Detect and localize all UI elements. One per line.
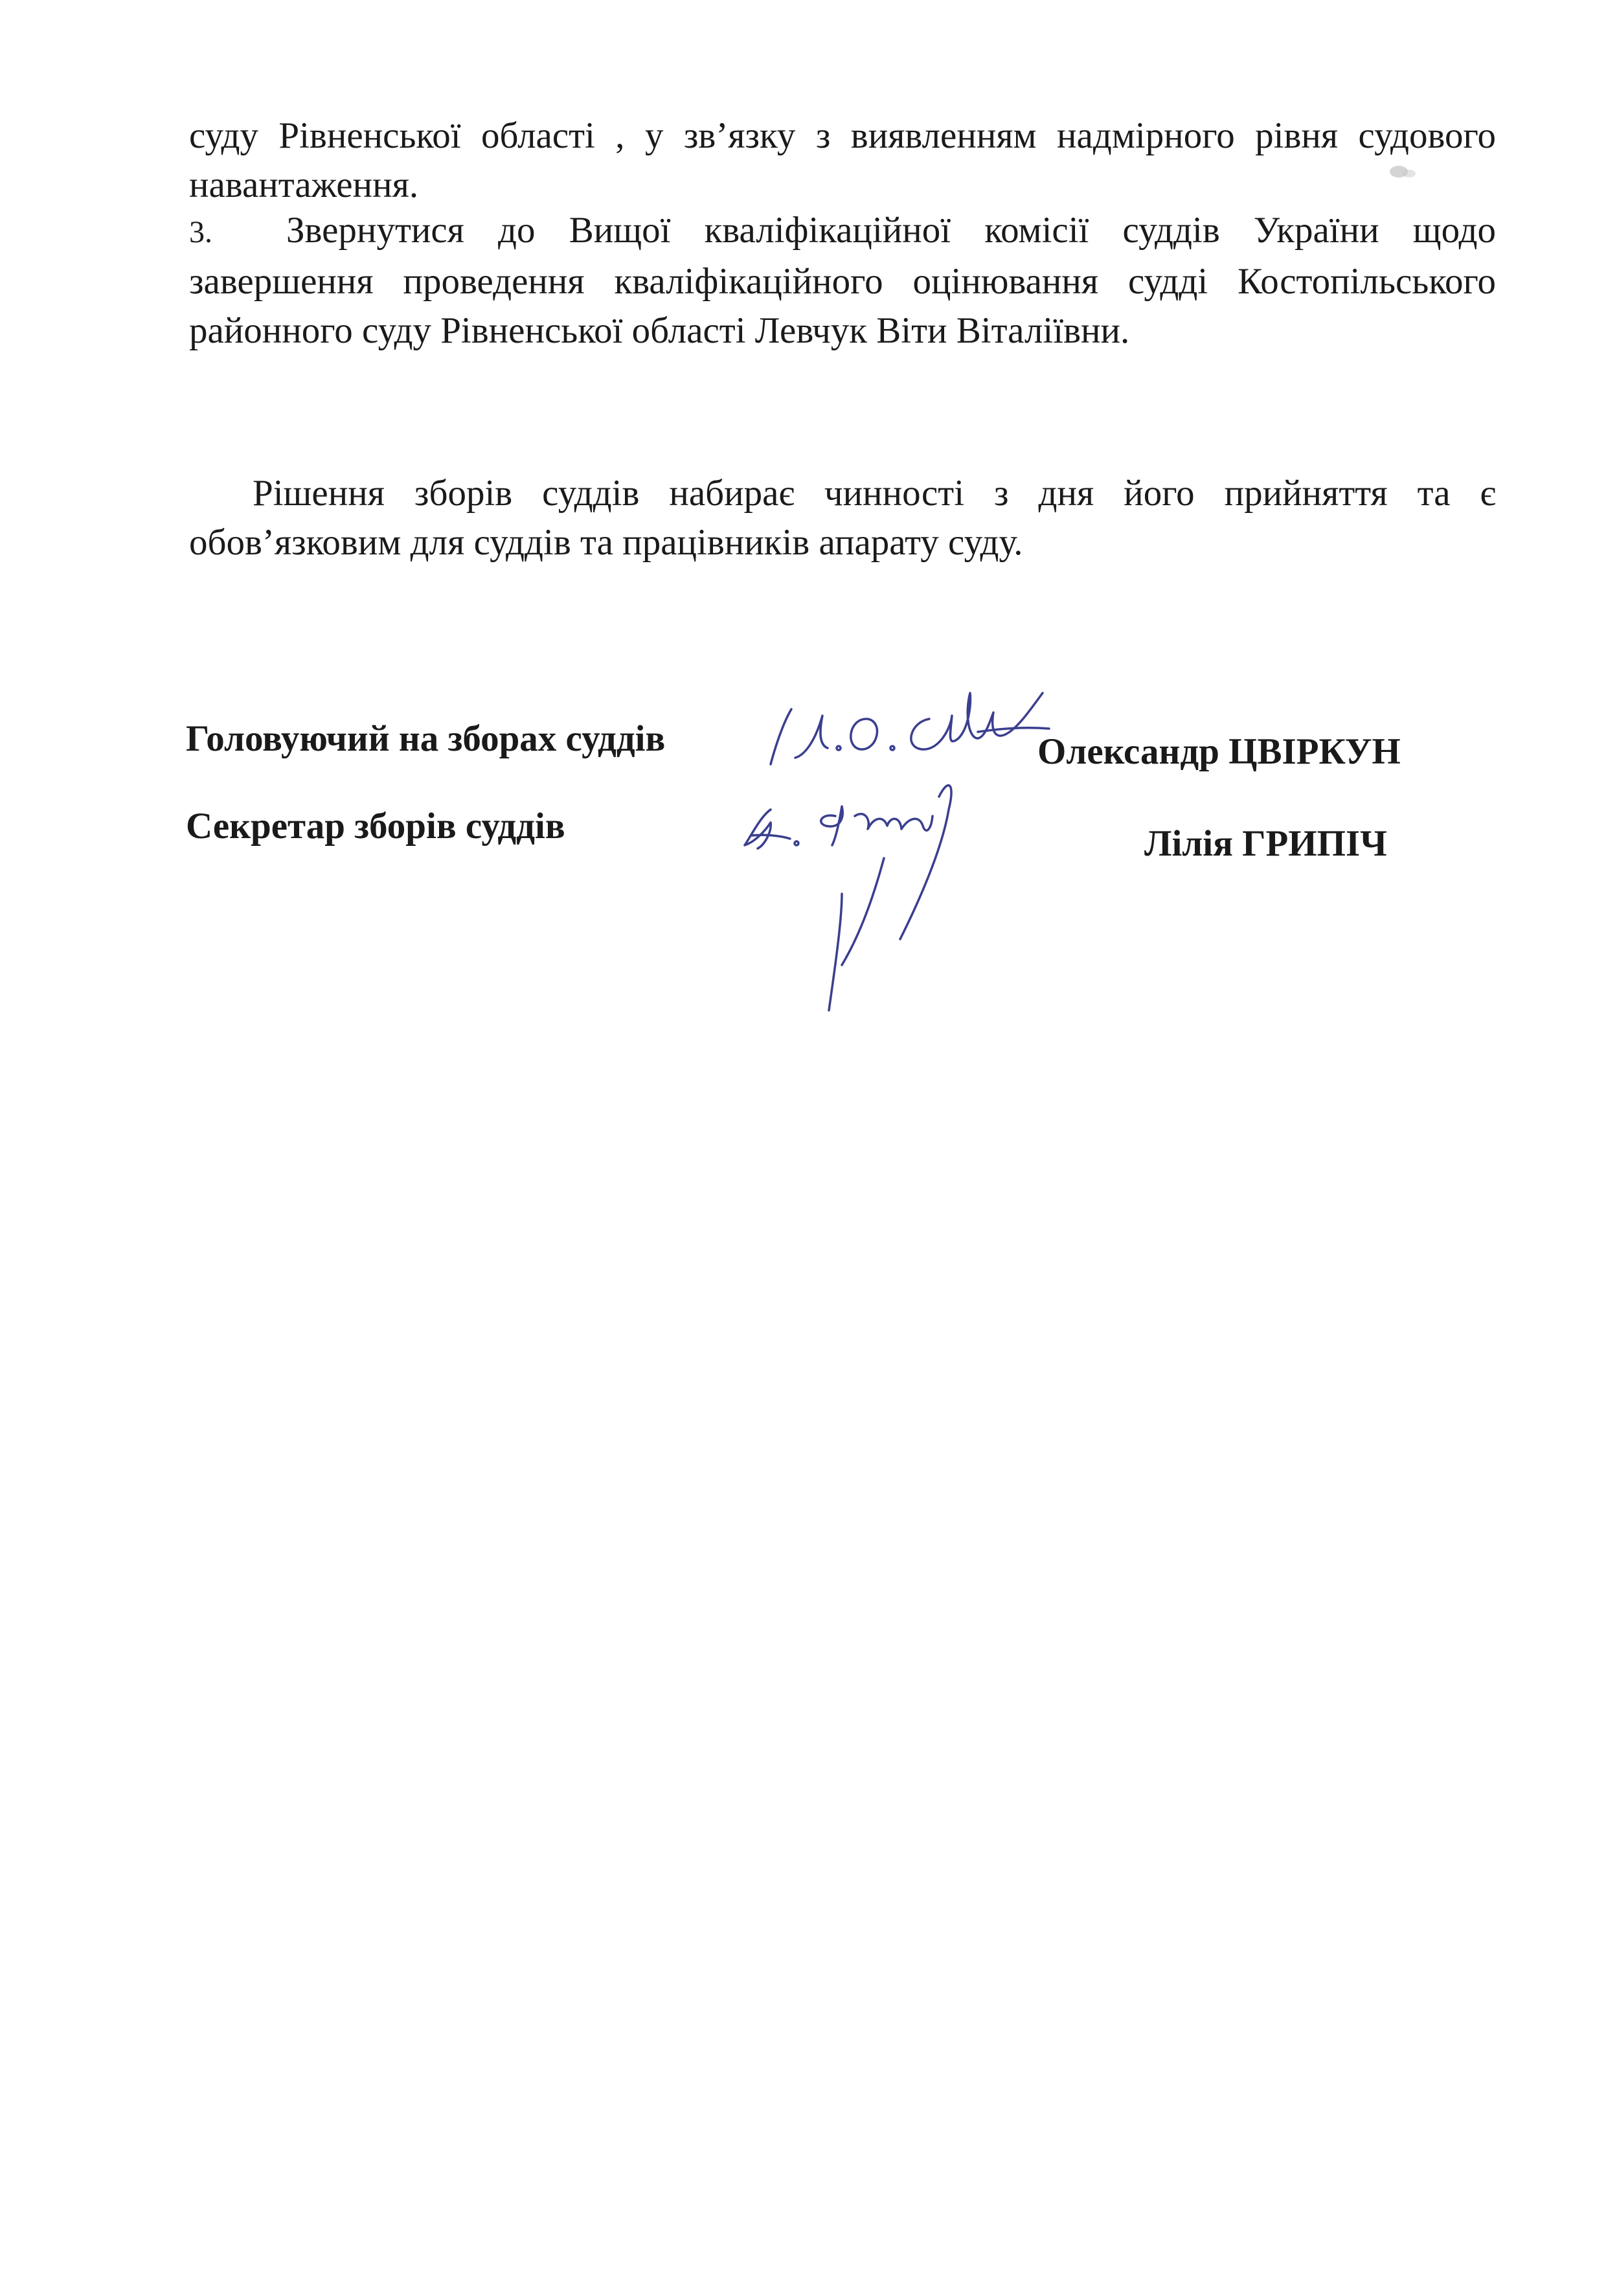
secretary-name: Лілія ГРИПІЧ [1144,823,1387,864]
secretary-label: Секретар зборів суддів [186,806,565,847]
presiding-judge-name: Олександр ЦВІРКУН [1037,731,1401,772]
list-item-number: 3. [189,215,212,249]
list-item-text: Звернутися до Вищої кваліфікаційної комісії суддів України щодо [286,210,1496,251]
paragraph-line: навантаження. [189,165,419,205]
paragraph-line: суду Рівненської області , у зв’язку з виявленням надмірного рівня судового [189,115,1496,156]
paragraph-line: Рішення зборів суддів набирає чинності з дня його прийняття та є [253,473,1496,514]
list-item-line: районного суду Рівненської області Левчук Віти Віталіївни. [189,310,1130,351]
secretary-handwritten-signature [725,771,997,1017]
list-item-line: завершення проведення кваліфікаційного оцінювання судді Костопільського [189,261,1496,302]
presiding-judge-label: Головуючий на зборах суддів [186,718,666,759]
paragraph-continuation [189,111,1496,210]
paragraph-line: обов’язковим для суддів та працівників апарату суду. [189,522,1023,563]
list-item-first-line [189,206,1496,257]
list-item-3 [189,206,1496,356]
scan-artifact [1385,162,1423,181]
decision-paragraph [189,469,1496,567]
